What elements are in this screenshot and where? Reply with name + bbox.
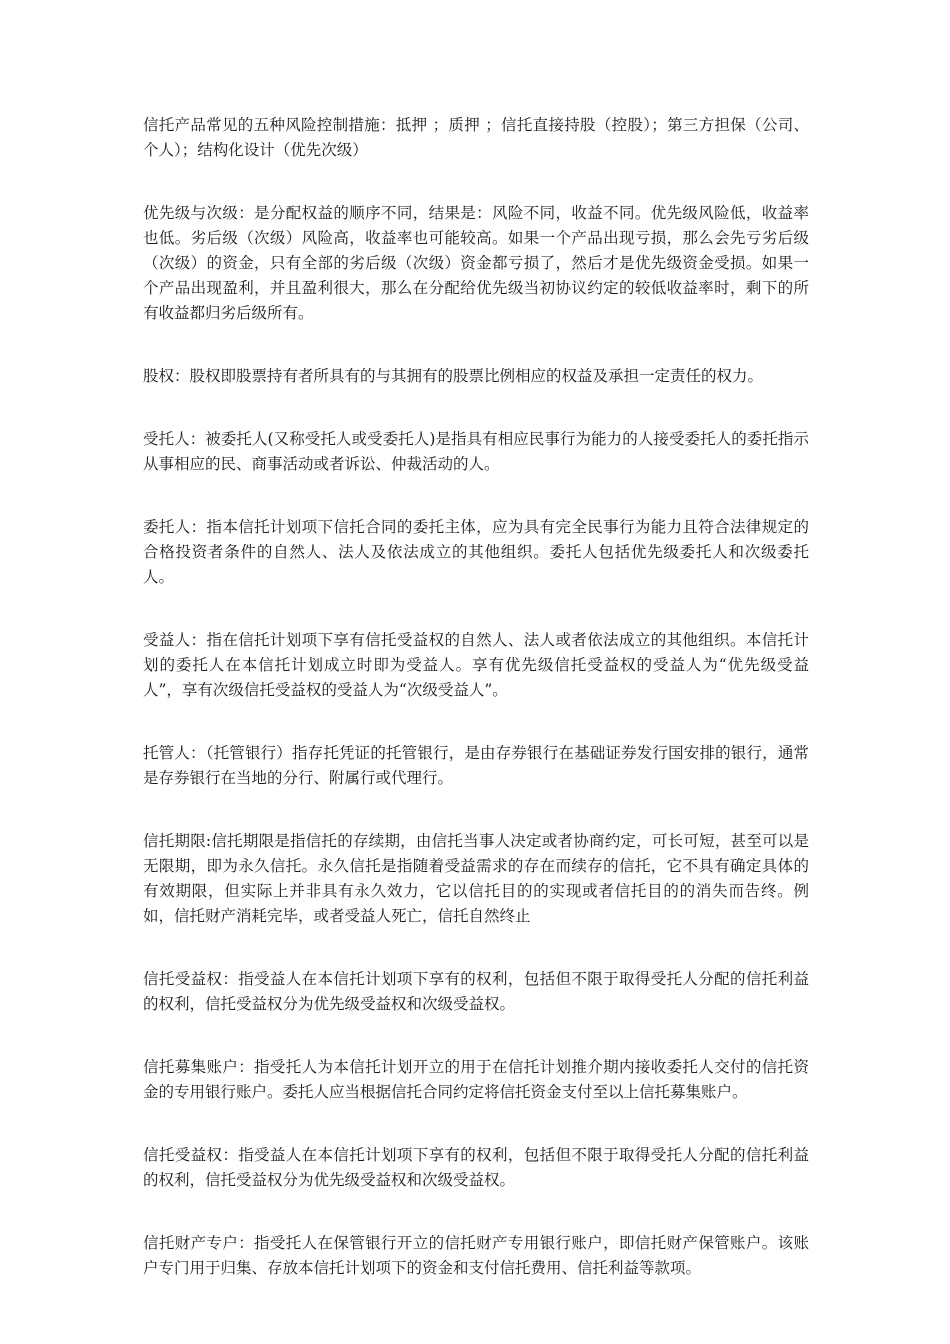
paragraph-property-account: 信托财产专户：指受托人在保管银行开立的信托财产专用银行账户，即信托财产保管账户。该账户专门用于归集、存放本信托计划项下的资金和支付信托费用、信托利益等款项。 (143, 1234, 809, 1277)
paragraph-settlor: 委托人：指本信托计划项下信托合同的委托主体，应为具有完全民事行为能力且符合法律规定的合格投资者条件的自然人、法人及依法成立的其他组织。委托人包括优先级委托人和次级委托人。 (143, 518, 809, 586)
paragraph-trust-term: 信托期限:信托期限是指信托的存续期，由信托当事人决定或者协商约定，可长可短，甚至可以是无限期，即为永久信托。永久信托是指随着受益需求的存在而续存的信托，它不具有确定具体的有效期限，但实际上并非具有永久效力，它以信托目的的实现或者信托目的的消失而告终。例如，信托财产消耗完毕，或者受益人死亡，信托自然终止 (143, 832, 809, 925)
paragraph-equity: 股权：股权即股票持有者所具有的与其拥有的股票比例相应的权益及承担一定责任的权力。 (143, 367, 764, 385)
paragraph-senior-junior: 优先级与次级：是分配权益的顺序不同，结果是：风险不同，收益不同。优先级风险低，收益率也低。劣后级（次级）风险高，收益率也可能较高。如果一个产品出现亏损，那么会先亏劣后级（次级）的资金，只有全部的劣后级（次级）资金都亏损了，然后才是优先级资金受损。如果一个产品出现盈利，并且盈利很大，那么在分配给优先级当初协议约定的较低收益率时，剩下的所有收益都归劣后级所有。 (143, 204, 809, 322)
paragraph-fundraising-account: 信托募集账户：指受托人为本信托计划开立的用于在信托计划推介期内接收委托人交付的信托资金的专用银行账户。委托人应当根据信托合同约定将信托资金支付至以上信托募集账户。 (143, 1058, 809, 1101)
paragraph-custodian: 托管人：（托管银行）指存托凭证的托管银行，是由存券银行在基础证券发行国安排的银行，通常是存券银行在当地的分行、附属行或代理行。 (143, 744, 809, 787)
paragraph-beneficiary: 受益人：指在信托计划项下享有信托受益权的自然人、法人或者依法成立的其他组织。本信托计划的委托人在本信托计划成立时即为受益人。享有优先级信托受益权的受益人为“优先级受益人”，享有次级信托受益权的受益人为“次级受益人”。 (143, 631, 809, 699)
document-body (143, 113, 809, 1319)
paragraph-beneficial-right: 信托受益权：指受益人在本信托计划项下享有的权利，包括但不限于取得受托人分配的信托利益的权利，信托受益权分为优先级受益权和次级受益权。 (143, 970, 809, 1013)
paragraph-beneficial-right-repeat: 信托受益权：指受益人在本信托计划项下享有的权利，包括但不限于取得受托人分配的信托利益的权利，信托受益权分为优先级受益权和次级受益权。 (143, 1146, 809, 1189)
paragraph-risk-controls: 信托产品常见的五种风险控制措施：抵押 ；质押 ；信托直接持股（控股）；第三方担保（公司、个人）；结构化设计（优先次级） (143, 116, 809, 159)
paragraph-trustee: 受托人：被委托人(又称受托人或受委托人)是指具有相应民事行为能力的人接受委托人的委托指示从事相应的民、商事活动或者诉讼、仲裁活动的人。 (143, 430, 809, 473)
